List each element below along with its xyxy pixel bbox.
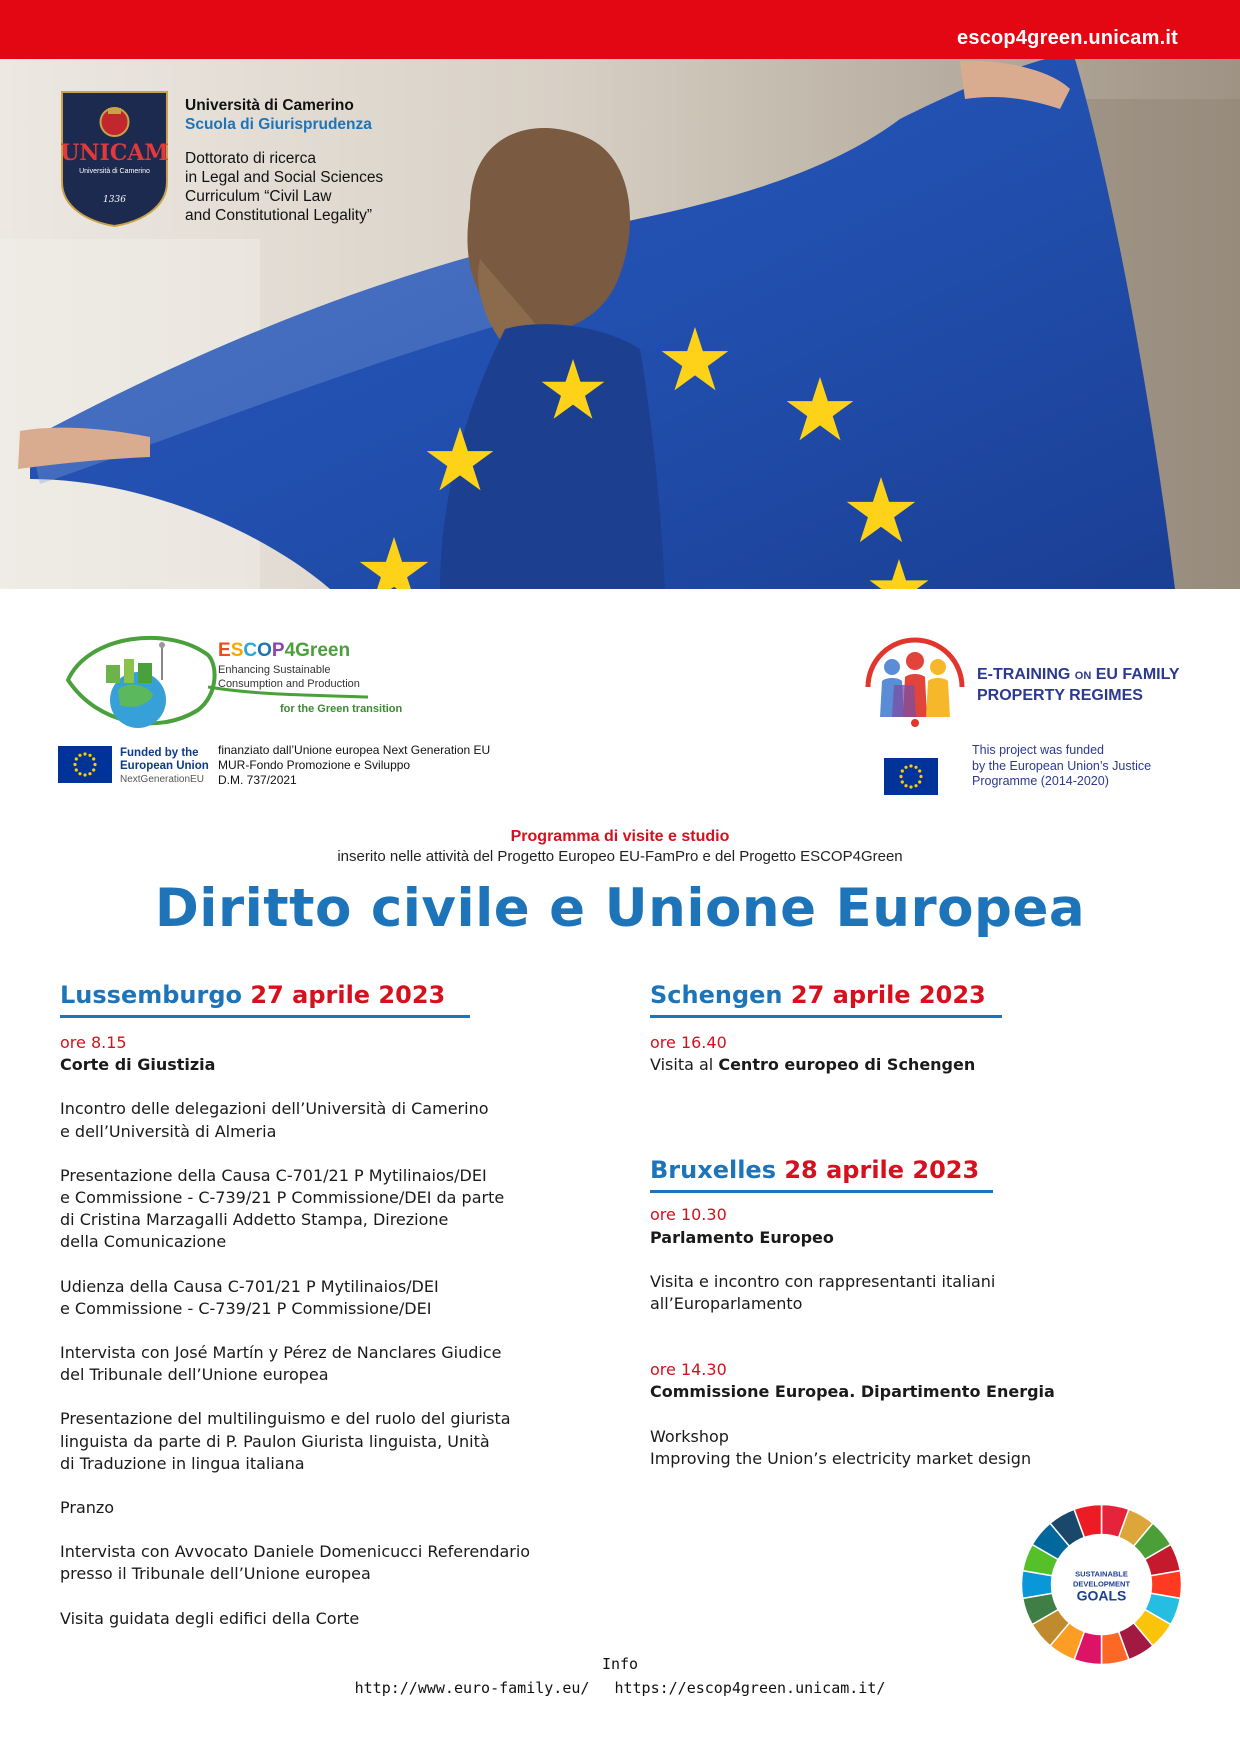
agenda-item: Visita e incontro con rappresentanti italiani all’Europarlamento [650,1271,996,1314]
funding-line: finanziato dall’Unione europea Next Generation EU [218,743,491,757]
schengen-visit [650,1054,1170,1076]
venue-name: Commissione Europea. Dipartimento Energia [650,1382,1055,1402]
city-name: Bruxelles [650,1156,776,1185]
top-bar [0,0,1240,59]
agenda-item: Presentazione della Causa C-701/21 P Mytilinaios/DEI e Commissione - C-739/21 P Commissione/DEI da parte di Cristina Marzagalli Addetto Stampa, Direzione della Comunicazione [60,1165,505,1252]
eu-flag-icon [884,758,938,795]
eu-badge-line: NextGenerationEU [120,774,204,785]
session-time: ore 10.30 [650,1205,727,1225]
funding-line: This project was funded [972,743,1105,757]
etraining-title-part: EU FAMILY [1091,666,1180,683]
visit-prefix: Visita al [650,1055,719,1075]
brussels-section [650,1155,1170,1470]
etraining-title-part: ON [1074,670,1092,682]
session-time: ore 14.30 [650,1360,727,1380]
sdg-wheel-icon [1020,1503,1183,1666]
funding-line: Programme (2014-2020) [972,774,1109,788]
etraining-title-line: PROPERTY REGIMES [977,687,1143,704]
escop4green-logo-block [58,625,598,795]
agenda-item: Visita guidata degli edifici della Corte [60,1608,360,1628]
escop-subtitle [218,663,360,691]
visit-date: 27 aprile 2023 [250,981,446,1009]
session-time: ore 8.15 [60,1033,127,1052]
agenda-item: Intervista con José Martín y Pérez de Nanclares Giudice del Tribunale dell’Unione europea [60,1343,502,1385]
crest-year: 1336 [103,195,126,205]
link-euro-family[interactable]: http://www.euro-family.eu/ [354,1679,590,1697]
info-links [0,1676,1240,1700]
sdg-label: SUSTAINABLE [1075,1569,1128,1579]
etraining-logo-block [860,625,1190,795]
funding-line: D.M. 737/2021 [218,773,297,787]
link-escop4green[interactable]: https://escop4green.unicam.it/ [614,1679,886,1697]
crest-text: UNICAM [60,140,169,166]
funding-line: by the European Union’s Justice [972,758,1152,773]
agenda-item: Pranzo [60,1498,115,1518]
eu-stars-icon [884,758,938,795]
etraining-title-part: E-TRAINING [977,666,1075,683]
phd-line: and Constitutional Legality” [185,207,372,224]
crest-sub: Università di Camerino [79,168,150,175]
agenda-item: Presentazione del multilinguismo e del ruolo del giurista linguista da parte di P. Paulon Giurista linguista, Unità di Traduzione in lingua italiana [60,1409,511,1473]
luxembourg-heading [60,980,470,1018]
session-time: ore 16.40 [650,1033,727,1052]
visit-date: 28 aprile 2023 [784,1156,980,1185]
funding-line: MUR-Fondo Promozione e Sviluppo [218,758,411,772]
etraining-people-icon [860,625,970,735]
right-column [650,980,1170,1470]
eu-flag-icon [58,746,112,783]
agenda-item: Incontro delle delegazioni dell’Università di Camerino e dell’Università di Almeria [60,1099,489,1141]
etraining-funding-text [972,743,1151,790]
brussels-heading [650,1155,993,1193]
unicam-crest-icon [60,90,169,228]
schengen-heading [650,980,1002,1018]
escop-subtitle-line: Enhancing Sustainable [218,664,331,676]
eu-badge-line: European Union [120,760,209,772]
phd-line: in Legal and Social Sciences [185,169,384,186]
university-name: Università di Camerino [185,97,354,114]
programme-label: Programma di visite e studio [510,828,730,845]
escop-tagline: for the Green transition [280,703,403,715]
website-url[interactable]: escop4green.unicam.it [957,27,1178,49]
page-title: Diritto civile e Unione Europea [154,878,1086,939]
escop-funding-text [218,743,490,788]
venue-name: Corte di Giustizia [60,1055,216,1075]
programme-subtitle: inserito nelle attività del Progetto Europeo EU-FamPro e del Progetto ESCOP4Green [337,848,903,865]
escop-title: ESCOP4Green [218,640,351,661]
sdg-label: GOALS [1076,1587,1127,1604]
schengen-section [650,980,1170,1076]
city-name: Lussemburgo [60,981,243,1009]
venue-name: Parlamento Europeo [650,1227,834,1247]
eu-funded-badge [120,747,209,786]
city-name: Schengen [650,981,783,1009]
university-text [185,96,383,225]
info-footer [0,1652,1240,1700]
eu-stars-icon [58,746,112,783]
info-label: Info [601,1655,639,1673]
venue-name: Centro europeo di Schengen [718,1055,976,1075]
phd-line: Curriculum “Civil Law [185,188,332,205]
agenda-item: Workshop Improving the Union’s electricity market design [650,1426,1032,1468]
etraining-title [977,665,1180,705]
luxembourg-section [60,980,580,1630]
phd-line: Dottorato di ricerca [185,150,316,167]
visit-date: 27 aprile 2023 [790,981,986,1009]
eu-badge-line: Funded by the [120,747,199,759]
agenda-item: Udienza della Causa C-701/21 P Mytilinaios/DEI e Commissione - C-739/21 P Commissione/DEI [60,1276,439,1318]
agenda-item: Intervista con Avvocato Daniele Domenicucci Referendario presso il Tribunale dell’Unione europea [60,1542,531,1584]
university-header [60,90,420,240]
programme-header [0,828,1240,865]
escop-subtitle-line: Consumption and Production [218,678,360,690]
school-name: Scuola di Giurisprudenza [185,116,372,133]
sdg-label: DEVELOPMENT [1072,1579,1131,1589]
